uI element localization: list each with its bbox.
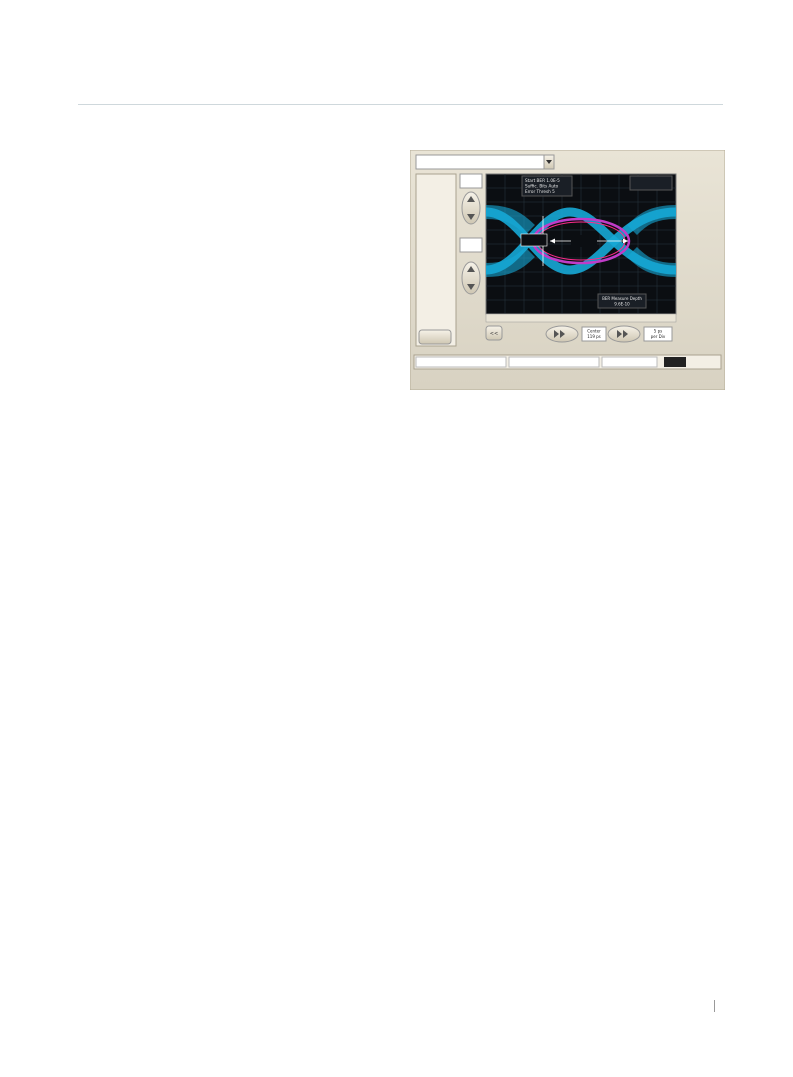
- measure-depth-value: 9.6E-10: [614, 301, 630, 307]
- info-start-ber: Start BER 1.0E-5: [525, 178, 560, 183]
- left-column: [78, 128, 388, 142]
- toggle-all-button: [419, 330, 451, 344]
- svg-text:<<: <<: [489, 331, 499, 337]
- time-div-label: 5 ps: [653, 328, 663, 334]
- center-t-value: 119 ps: [587, 334, 601, 339]
- title-field: [416, 155, 544, 169]
- info-error-thresh: Error Thresh 5: [525, 189, 555, 194]
- info-suffic-bits: Suffic. Bits Auto: [525, 183, 559, 189]
- center-t-label: Center: [587, 328, 601, 334]
- ber-contour-figure: [410, 150, 725, 390]
- time-div-value: per Div: [650, 334, 666, 339]
- page-number: [714, 1000, 723, 1015]
- measure-depth-label: BER Measure Depth: [602, 296, 642, 301]
- logo-block: [664, 357, 686, 367]
- right-column: [410, 128, 725, 426]
- footer: [0, 1037, 793, 1051]
- header-divider: [78, 104, 723, 105]
